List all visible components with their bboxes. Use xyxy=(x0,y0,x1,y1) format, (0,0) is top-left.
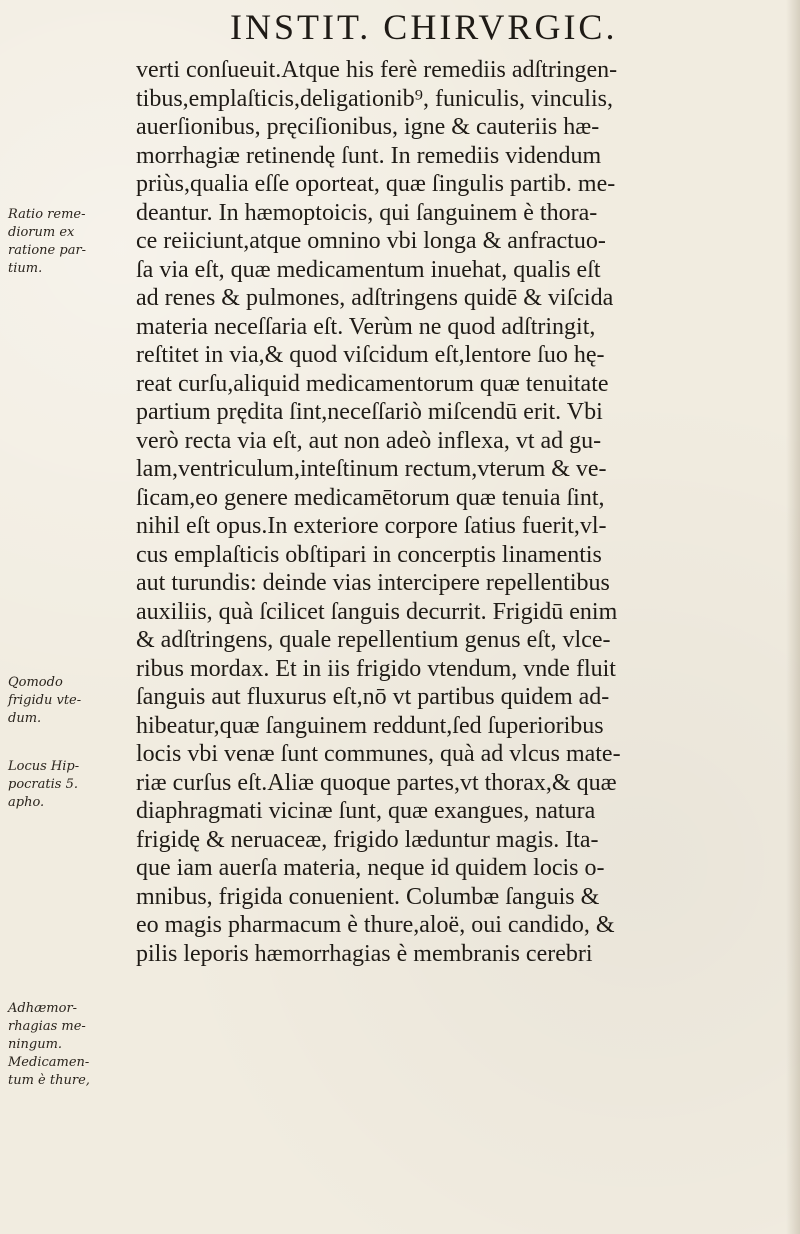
running-header: INSTIT. CHIRVRGIC. xyxy=(230,7,618,47)
margin-note-line: diorum ex xyxy=(8,225,75,240)
text-line: frigidę & neruaceæ, frigido læduntur magis. Ita- xyxy=(136,826,599,853)
margin-note xyxy=(8,1000,86,1054)
text-line: que iam auerſa materia, neque id quidem locis o- xyxy=(136,855,605,881)
text-line: pilis leporis hæmorrhagias è membranis cerebri xyxy=(136,940,593,967)
margin-note xyxy=(8,674,81,728)
text-line: ſanguis aut fluxurus eſt,nō vt partibus quidem ad- xyxy=(136,684,610,710)
text-line: ſicam,eo genere medicamētorum quæ tenuia ſint, xyxy=(136,484,605,511)
margin-note-line: ningum. xyxy=(8,1037,63,1052)
text-line: ſa via eſt, quæ medicamentum inuehat, qualis eſt xyxy=(136,256,601,283)
margin-note-line: tum è thure, xyxy=(8,1073,90,1088)
text-line: priùs,qualia eſſe oporteat, quæ ſingulis partib. me- xyxy=(136,171,616,197)
margin-note-line: rhagias me- xyxy=(8,1019,86,1034)
text-line: reat curſu,aliquid medicamentorum quæ tenuitate xyxy=(136,370,609,397)
text-line: mnibus, frigida conuenient. Columbæ ſanguis & xyxy=(136,883,600,910)
text-line: tibus,emplaſticis,deligationib⁹, funiculis, vinculis, xyxy=(136,85,613,112)
margin-note xyxy=(8,1054,90,1090)
main-text-block xyxy=(136,56,786,968)
text-line: reſtitet in via,& quod viſcidum eſt,lentore ſuo hę- xyxy=(136,342,605,368)
text-line: locis vbi venæ ſunt communes, quà ad vlcus mate- xyxy=(136,741,621,767)
margin-note-line: pocratis 5. xyxy=(8,777,78,792)
margin-note-line: dum. xyxy=(8,711,42,726)
margin-note-line: apho. xyxy=(8,795,45,810)
text-line: diaphragmati vicinæ ſunt, quæ exangues, natura xyxy=(136,798,596,824)
text-line: aut turundis: deinde vias intercipere repellentibus xyxy=(136,570,610,596)
margin-note-line: Qomodo xyxy=(8,675,63,690)
text-line: ribus mordax. Et in iis frigido vtendum, vnde fluit xyxy=(136,655,616,682)
text-line: partium prędita ſint,neceſſariò miſcendū erit. Vbi xyxy=(136,399,603,425)
text-line: materia neceſſaria eſt. Verùm ne quod adſtringit, xyxy=(136,313,596,340)
margin-note-line: Medicamen- xyxy=(8,1055,90,1070)
text-line: deantur. In hæmoptoicis, qui ſanguinem è thora- xyxy=(136,199,598,226)
text-line: auxiliis, quà ſcilicet ſanguis decurrit. Frigidū enim xyxy=(136,598,618,625)
text-line: ce reiiciunt,atque omnino vbi longa & anfractuo- xyxy=(136,228,606,254)
margin-note-line: Ratio reme- xyxy=(8,207,86,222)
text-line: verti conſueuit.Atque his ferè remediis adſtringen- xyxy=(136,57,618,83)
text-line: ad renes & pulmones, adſtringens quidē & viſcida xyxy=(136,285,614,311)
text-line: lam,ventriculum,inteſtinum rectum,vterum & ve- xyxy=(136,456,607,482)
margin-note-line: ratione par- xyxy=(8,243,87,258)
text-line: nihil eſt opus.In exteriore corpore ſatius fuerit,vl- xyxy=(136,513,607,539)
text-line: riæ curſus eſt.Aliæ quoque partes,vt thorax,& quæ xyxy=(136,769,617,796)
margin-note-line: frigidu vte- xyxy=(8,693,82,708)
text-line: hibeatur,quæ ſanguinem reddunt,ſed ſuperioribus xyxy=(136,712,604,739)
margin-note xyxy=(8,758,79,812)
text-line: cus emplaſticis obſtipari in concerptis linamentis xyxy=(136,541,602,568)
text-line: verò recta via eſt, aut non adeò inflexa, vt ad gu- xyxy=(136,427,602,454)
margin-note-line: Locus Hip- xyxy=(8,759,80,774)
margin-note xyxy=(8,206,86,278)
text-line: & adſtringens, quale repellentium genus eſt, vlce- xyxy=(136,627,611,653)
text-line: auerſionibus, pręciſionibus, igne & cauteriis hæ- xyxy=(136,114,600,140)
text-line: eo magis pharmacum è thure,aloë, oui candido, & xyxy=(136,912,615,938)
margin-note-line: tium. xyxy=(8,261,43,276)
text-line: morrhagiæ retinendę ſunt. In remediis videndum xyxy=(136,142,602,169)
margin-note-line: Adhæmor- xyxy=(8,1001,78,1016)
page-edge-shadow xyxy=(786,0,800,1234)
